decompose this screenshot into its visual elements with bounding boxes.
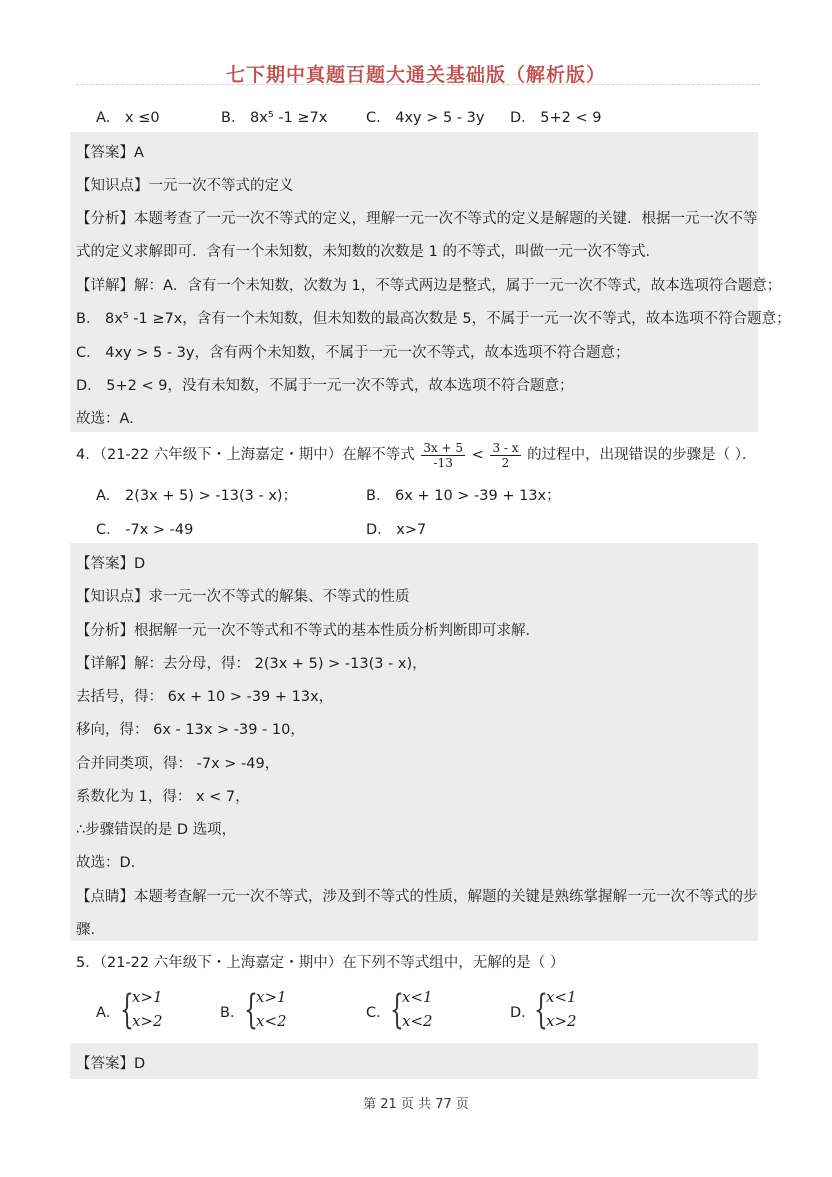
brace-icon: { bbox=[534, 987, 548, 1033]
q4-fraction-left bbox=[421, 441, 465, 470]
q5-line2: x>2 bbox=[132, 1012, 163, 1030]
q4-frac1-denominator: -13 bbox=[433, 455, 453, 470]
q5-option-label: B． bbox=[220, 1005, 245, 1021]
q4-detail-line: 故选：D. bbox=[76, 855, 136, 871]
q4-less-than: < bbox=[471, 447, 484, 463]
q4-detail-line: 移向，得： 6x - 13x > -39 - 10， bbox=[76, 722, 305, 738]
q4-detail-line: ∴步骤错误的是 D 选项， bbox=[76, 822, 237, 838]
q4-stem-before: 4．（21-22 六年级下・上海嘉定・期中）在解不等式 bbox=[76, 447, 415, 463]
q3-detail-line: 故选：A. bbox=[76, 411, 134, 427]
q5-answer: 【答案】D bbox=[76, 1056, 146, 1072]
page-number: 第 21 页 共 77 页 bbox=[363, 1097, 469, 1112]
brace-icon: { bbox=[390, 987, 404, 1033]
q3-option-c: C． 4xy > 5 - 3y bbox=[366, 110, 485, 126]
q5-option-label: A． bbox=[96, 1005, 121, 1021]
q4-option-b: B． 6x + 10 > -39 + 13x； bbox=[366, 488, 561, 504]
q3-knowledge: 【知识点】一元一次不等式的定义 bbox=[76, 178, 294, 194]
q5-line1: x<1 bbox=[402, 988, 433, 1006]
q3-analysis-line: 【分析】本题考查了一元一次不等式的定义，理解一元一次不等式的定义是解题的关键．根据一元一次不等 bbox=[76, 211, 758, 227]
q4-fraction-right bbox=[490, 441, 520, 470]
q4-detail-line: 系数化为 1，得： x < 7， bbox=[76, 789, 250, 805]
q5-option-label: D． bbox=[510, 1005, 536, 1021]
q3-answer: 【答案】A bbox=[76, 145, 144, 161]
q5-line2: x<2 bbox=[256, 1012, 287, 1030]
q4-frac2-denominator: 2 bbox=[501, 455, 510, 470]
q4-knowledge: 【知识点】求一元一次不等式的解集、不等式的性质 bbox=[76, 589, 410, 605]
q5-line2: x>2 bbox=[546, 1012, 577, 1030]
q4-stem-after: 的过程中，出现错误的步骤是（ ）． bbox=[527, 447, 757, 463]
q5-option-label: C． bbox=[366, 1005, 391, 1021]
q4-detail-line: 合并同类项，得： -7x > -49， bbox=[76, 756, 280, 772]
q4-comment-line: 【点睛】本题考查解一元一次不等式，涉及到不等式的性质，解题的关键是熟练掌握解一元一次不等式的步 bbox=[76, 889, 758, 905]
document-title: 七下期中真题百题大通关基础版（解析版） bbox=[225, 64, 606, 86]
q4-detail-line: 去括号，得： 6x + 10 > -39 + 13x， bbox=[76, 689, 334, 705]
brace-icon: { bbox=[120, 987, 134, 1033]
q4-option-d: D． x>7 bbox=[366, 522, 427, 538]
q4-frac2-numerator: 3 - x bbox=[492, 440, 519, 455]
q3-detail-line: C． 4xy > 5 - 3y，含有两个未知数，不属于一元一次不等式，故本选项不符合题意； bbox=[76, 345, 630, 361]
q5-line1: x<1 bbox=[546, 988, 577, 1006]
q3-detail-line: 【详解】解：A．含有一个未知数，次数为 1，不等式两边是整式，属于一元一次不等式，故本选项符合题意； bbox=[76, 278, 782, 294]
q4-option-a: A． 2(3x + 5) > -13(3 - x)； bbox=[96, 488, 298, 504]
q3-option-b: B． 8x⁵ -1 ≥7x bbox=[221, 110, 328, 126]
q4-answer: 【答案】D bbox=[76, 556, 146, 572]
q5-stem: 5．（21-22 六年级下・上海嘉定・期中）在下列不等式组中，无解的是（ ） bbox=[76, 955, 565, 971]
q5-line1: x>1 bbox=[256, 988, 287, 1006]
q4-frac1-numerator: 3x + 5 bbox=[423, 440, 464, 455]
q4-stem bbox=[76, 440, 757, 470]
q3-option-a: A． x ≤0 bbox=[96, 110, 160, 126]
q3-detail-line: D． 5+2 < 9，没有未知数，不属于一元一次不等式，故本选项不符合题意； bbox=[76, 378, 574, 394]
q5-line2: x<2 bbox=[402, 1012, 433, 1030]
q4-detail-line: 【详解】解：去分母，得： 2(3x + 5) > -13(3 - x)， bbox=[76, 656, 427, 672]
q4-analysis: 【分析】根据解一元一次不等式和不等式的基本性质分析判断即可求解． bbox=[76, 623, 540, 639]
q3-option-d: D． 5+2 < 9 bbox=[510, 110, 602, 126]
q5-solution-block bbox=[70, 1043, 758, 1079]
header-divider bbox=[76, 84, 760, 85]
q3-analysis-line: 式的定义求解即可．含有一个未知数，未知数的次数是 1 的不等式，叫做一元一次不等式． bbox=[76, 244, 660, 260]
q5-line1: x>1 bbox=[132, 988, 163, 1006]
q4-comment-line: 骤． bbox=[76, 922, 105, 938]
q4-option-c: C． -7x > -49 bbox=[96, 522, 194, 538]
q3-detail-line: B． 8x⁵ -1 ≥7x，含有一个未知数，但未知数的最高次数是 5，不属于一元一次不等式，故本选项不符合题意； bbox=[76, 311, 791, 327]
brace-icon: { bbox=[244, 987, 258, 1033]
